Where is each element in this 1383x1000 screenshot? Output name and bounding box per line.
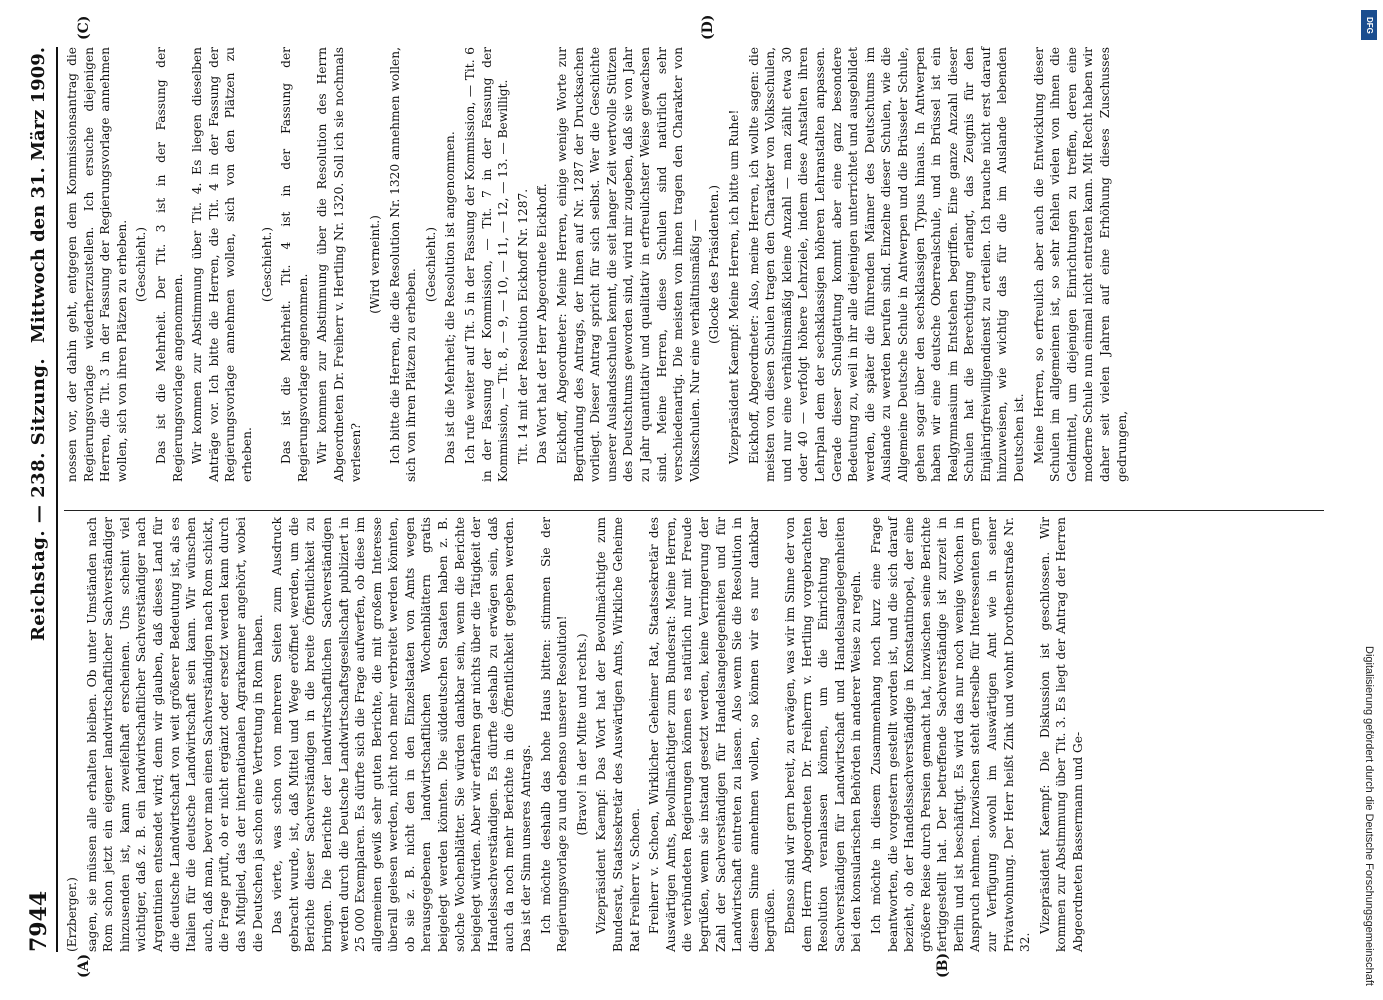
paragraph: Wir kommen zur Abstimmung über Tit. 4. Es liegen dieselben Anträge vor. Ich bitte die Herren, die Tit. 4 in der Fassung der Regierungsvorlage annehmen wollen, sich von den Plätzen zu erheben. <box>190 47 254 482</box>
paragraph: Tit. 14 mit der Resolution Eickhoff Nr. 1287. <box>515 188 530 464</box>
paragraph: Das ist die Mehrheit; die Resolution ist angenommen. <box>443 131 458 464</box>
stage-note: (Wird verneint.) <box>368 215 383 314</box>
paragraph: Freiherr v. Schoen, Wirklicher Geheimer Rat, Staatssekretär des Auswärtigen Amts, Bevollmächtigter zum Bundesrat: Meine Herren, die verbündeten Regierungen können es natürlich nur mit Freude begrüßen, wenn sie instand gesetzt werden, keine Verringerung der Zahl der Sachverständigen für Handelsangelegenheiten und für Landwirtschaft eintreten zu lassen. Also wenn Sie die Resolution in diesem Sinne annehmen wollen, so können wir es nur dankbar begrüßen. <box>647 517 778 952</box>
margin-marker-a: (A) <box>76 953 92 978</box>
paragraph: Ich möchte in diesem Zusammenhang noch kurz eine Frage beantworten, die vorgestern gestellt worden ist, und die sich darauf bezieht, ob der Handelssachverständige in Konstantinopel, der eine größere Reise durch Persien gemacht hat, inzwischen seine Berichte fertiggestellt hat. Der betreffende Sachverständige ist zurzeit in Berlin und ist beschäftigt. Es wird das nur noch wenige Wochen in Anspruch nehmen. Inzwischen steht derselbe für Interessenten gern zur Verfügung sowohl im Auswärtigen Amt wie in seiner Privatwohnung. Der Herr heißt Zink und wohnt Dorotheenstraße Nr. 32. <box>868 517 1033 952</box>
left-column <box>64 517 1090 952</box>
margin-marker-c: (C) <box>76 15 92 40</box>
dfg-sidebar <box>1358 6 1380 986</box>
paragraph: Das ist die Mehrheit. Tit. 4 ist in der Fassung der Regierungsvorlage angenommen. <box>279 47 310 482</box>
header-title: Reichstag. — 238. Sitzung. <box>28 357 49 642</box>
paragraph: sagen, sie müssen alle erhalten bleiben. Ob unter Umständen nach Rom schon jetzt ein eigener landwirtschaftlicher Sachverständiger hinzusenden ist, kann zweifelhaft erscheinen. Uns scheint viel wichtiger, daß z. B. ein landwirtschaftlicher Sachverständiger nach Argentinien entsendet wird; denn wir glauben, daß dieses Land für die deutsche Landwirtschaft von weit größerer Bedeutung ist, als es Italien für die deutsche Landwirtschaft sein kann. Wir wünschen auch, daß man, bevor man einen Sachverständigen nach Rom schickt, die Frage prüft, ob er nicht ergänzt oder ersetzt werden kann durch das Mitglied, das der internationalen Agrarkammer angehört, wobei die Deutschen ja schon eine Vertretung in Rom haben. <box>84 517 265 952</box>
stage-note: (Geschieht.) <box>134 226 149 303</box>
paragraph: Eickhoff, Abgeordneter: Also, meine Herren, ich wollte sagen: die meisten von diesen Schulen tragen den Charakter von Volksschulen, und nur eine verhältnismäßig kleine Anzahl — man zählt etwa 30 oder 40 — verfolgt höhere Lehrziele, indem diese Anstalten ihren Lehrplan dem der sechsklassigen höheren Lehranstalten anpassen. Gerade dieser Schulgattung kommt aber eine ganz besondere Bedeutung zu, weil in ihr alle diejenigen unterrichtet und ausgebildet werden, die später die führenden Männer des Deutschtums im Auslande zu werden berufen sind. Einzelne dieser Schulen, wie die Allgemeine Deutsche Schule in Antwerpen und die Brüsseler Schule, gehen sogar über den sechsklassigen Typus hinaus. In Antwerpen haben wir eine deutsche Oberrealschule, und in Brüssel ist ein Realgymnasium im Entstehen begriffen. Eine ganze Anzahl dieser Schulen hat die Berechtigung erlangt, das Zeugnis für den Einjährigfreiwilligendienst zu erteilen. Ich brauche nicht erst darauf hinzuweisen, wie wichtig das für die im Auslande lebenden Deutschen ist. <box>746 47 1027 482</box>
stage-note: (Geschieht.) <box>423 226 438 303</box>
paragraph: Ich bitte die Herren, die die Resolution Nr. 1320 annehmen wollen, sich von ihren Plätzen zu erheben. <box>387 47 419 482</box>
page-header <box>18 47 58 952</box>
stage-note: (Glocke des Präsidenten.) <box>707 184 722 345</box>
paragraph: Vizepräsident Kaempf: Meine Herren, ich bitte um Ruhe! <box>726 109 741 464</box>
dfg-logo: DFG <box>1361 10 1377 40</box>
paragraph: Vizepräsident Kaempf: Die Diskussion ist geschlossen. Wir kommen zur Abstimmung über Tit. 3. Es liegt der Antrag der Herren Abgeordneten Bassermann und Ge- <box>1037 517 1086 952</box>
page-number: 7944 <box>26 890 52 952</box>
paragraph: Das Wort hat der Herr Abgeordnete Eickhoff. <box>535 183 550 464</box>
funding-note: Digitalisierung gefördert durch die Deutsche Forschungsgemeinschaft <box>1363 646 1375 986</box>
paragraph: Eickhoff, Abgeordneter: Meine Herren, einige wenige Worte zur Begründung des Antrags, der Ihnen auf Nr. 1287 der Drucksachen vorliegt. Dieser Antrag spricht für sich selbst. Wer die Geschichte unserer Auslandsschulen kennt, die seit langer Zeit wertvolle Stützen des Deutschtums geworden sind, wird mir zugeben, daß sie von Jahr zu Jahr quantitativ und qualitativ in erfreulichster Weise gewachsen sind. Meine Herren, diese Schulen sind natürlich sehr verschiedenartig. Die meisten von ihnen tragen den Charakter von Volksschulen. Nur eine verhältnismäßig — <box>555 47 702 482</box>
stage-note: (Geschieht.) <box>259 226 274 303</box>
right-column <box>64 47 1133 482</box>
paragraph: Das vierte, was schon von mehreren Seiten zum Ausdruck gebracht wurde, ist, daß Mittel und Wege eröffnet werden, um die Berichte dieser Sachverständigen in die breite Öffentlichkeit zu bringen. Die Berichte der landwirtschaftlichen Sachverständigen werden durch die Deutsche Landwirtschaftsgesellschaft publiziert in 25 000 Exemplaren. Es dürfte sich die Frage aufwerfen, ob diese im allgemeinen gewiß sehr guten Berichte, die mit großem Interesse überall gelesen werden, nicht noch mehr verbreitet werden könnten, ob sie z. B. nicht den in den Einzelstaaten von Amts wegen herausgegebenen landwirtschaftlichen Wochenblättern gratis beigelegt werden könnten. Die süddeutschen Staaten haben z. B. solche Wochenblätter. Sie würden dankbar sein, wenn die Berichte beigelegt würden. Aber wir erfahren gar nichts über die Tätigkeit der Handelssachverständigen. Es dürfte deshalb zu erwägen sein, daß auch da noch mehr Berichte in die Öffentlichkeit gegeben werden. Das ist der Sinn unseres Antrags. <box>270 517 534 952</box>
paragraph: Ich möchte deshalb das hohe Haus bitten: stimmen Sie der Regierungsvorlage zu und ebenso unserer Resolution! <box>538 517 570 952</box>
header-date: Mittwoch den 31. März 1909. <box>28 47 49 344</box>
paragraph: Ich rufe weiter auf Tit. 5 in der Fassung der Kommission, — Tit. 6 in der Fassung der Kommission, — Tit. 7 in der Fassung der Kommission, — Tit. 8, — 9, — 10, — 11, — 12, — 13. — Bewilligt. <box>463 47 511 482</box>
margin-marker-d: (D) <box>700 14 716 40</box>
paragraph: Wir kommen zur Abstimmung über die Resolution des Herrn Abgeordneten Dr. Freiherr v. Hertling Nr. 1320. Soll ich sie nochmals verlesen? <box>315 47 363 482</box>
paragraph: Meine Herren, so erfreulich aber auch die Entwicklung dieser Schulen im allgemeinen ist, so sehr fehlen vielen von ihnen die Geldmittel, um diejenigen Einrichtungen zu treffen, deren eine moderne Schule nun einmal nicht entraten kann. Mit Recht haben wir daher seit vielen Jahren auf eine Erhöhung dieses Zuschusses gedrungen, <box>1031 47 1129 482</box>
paragraph: Das ist die Mehrheit. Der Tit. 3 ist in der Fassung der Regierungsvorlage angenommen. <box>153 47 185 482</box>
column-rule <box>64 510 1324 511</box>
paragraph: Ebenso sind wir gern bereit, zu erwägen, was wir im Sinne der von dem Herrn Abgeordneten Dr. Freiherrn v. Hertling vorgebrachten Resolution veranlassen können, um die Einrichtung der Sachverständigen für Landwirtschaft und Handelsangelegenheiten bei den konsularischen Behörden in anderer Weise zu regeln. <box>782 517 864 952</box>
margin-marker-b: (B) <box>935 952 951 978</box>
paragraph: Vizepräsident Kaempf: Das Wort hat der Bevollmächtigte zum Bundesrat, Staatssekretär des Auswärtigen Amts, Wirkliche Geheime Rat Freiherr v. Schoen. <box>594 517 642 952</box>
speaker-continuation: (Erzberger.) <box>65 877 79 952</box>
applause-note: (Bravo! in der Mitte und rechts.) <box>574 633 589 836</box>
paragraph: nossen vor, der dahin geht, entgegen dem Kommissionsantrag die Regierungsvorlage wiederherzustellen. Ich ersuche diejenigen Herren, die Tit. 3 in der Fassung der Regierungsvorlage annehmen wollen, sich von ihren Plätzen zu erheben. <box>65 47 129 482</box>
